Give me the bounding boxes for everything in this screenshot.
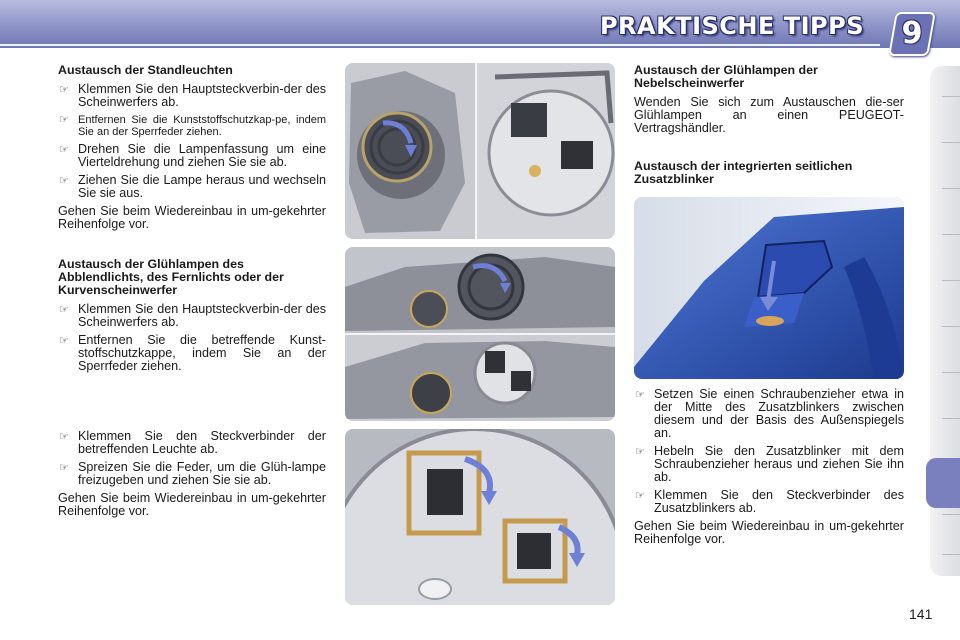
instruction-step: ☞ Klemmen Sie den Steckverbinder des Zusatzblinkers ab. xyxy=(635,488,904,515)
instruction-step: ☞ Klemmen Sie den Hauptsteckverbin-der des Scheinwerfers ab. xyxy=(59,82,326,109)
pointing-hand-icon: ☞ xyxy=(635,489,645,502)
dealer-note: Wenden Sie sich zum Austauschen die-ser Glühlampen an einen PEUGEOT-Vertragshändler. xyxy=(634,95,904,135)
pointing-hand-icon: ☞ xyxy=(59,174,69,187)
tab-divider xyxy=(942,188,960,189)
pointing-hand-icon: ☞ xyxy=(635,388,645,401)
section-heading: Austausch der Glühlampen des Abblendlichts, des Fernlichts oder der Kurvenscheinwerfer xyxy=(58,257,284,297)
tab-divider xyxy=(942,372,960,373)
instruction-step: ☞ Spreizen Sie die Feder, um die Glüh-lampe freizugeben und ziehen Sie sie ab. xyxy=(59,460,326,487)
headlamp-rear-illustration xyxy=(345,63,615,239)
tab-divider xyxy=(942,326,960,327)
tab-divider xyxy=(942,418,960,419)
pointing-hand-icon: ☞ xyxy=(59,303,69,316)
chapter-tab-active[interactable] xyxy=(926,458,960,508)
instruction-step: ☞ Hebeln Sie den Zusatzblinker mit dem Schraubenzieher heraus und ziehen Sie ihn ab. xyxy=(635,444,904,484)
tab-divider xyxy=(942,280,960,281)
right-text-column xyxy=(634,64,904,192)
instruction-step: ☞ Setzen Sie einen Schraubenzieher etwa in der Mitte des Zusatzblinkers zwischen diesem und der Basis des Außenspiegels an. xyxy=(635,387,904,440)
pointing-hand-icon: ☞ xyxy=(635,445,645,458)
bulb-spring-photo xyxy=(345,429,615,605)
page-number: 141 xyxy=(909,606,933,622)
section-heading: Austausch der Standleuchten xyxy=(58,63,233,77)
bulb-spring-illustration xyxy=(345,429,615,605)
reassembly-note: Gehen Sie beim Wiedereinbau in um-gekehrter Reihenfolge vor. xyxy=(634,519,904,546)
beam-caps-photo xyxy=(345,247,615,421)
tab-divider xyxy=(942,514,960,515)
instruction-step: ☞ Drehen Sie die Lampenfassung um eine Vierteldrehung und ziehen Sie sie ab. xyxy=(59,142,326,169)
reassembly-note: Gehen Sie beim Wiedereinbau in um-gekehrter Reihenfolge vor. xyxy=(58,491,326,518)
pointing-hand-icon: ☞ xyxy=(59,430,69,443)
left-text-column-lower xyxy=(58,430,326,521)
pointing-hand-icon: ☞ xyxy=(59,334,69,347)
headlamp-rear-photo xyxy=(345,63,615,239)
pointing-hand-icon: ☞ xyxy=(59,83,69,96)
left-text-column xyxy=(58,64,326,378)
section-heading: Austausch der Glühlampen der Nebelscheinwerfer xyxy=(634,63,818,90)
instruction-step: ☞ Entfernen Sie die betreffende Kunst-stoffschutzkappe, indem Sie an der Sperrfeder ziehen. xyxy=(59,333,326,373)
right-text-column-lower xyxy=(634,388,904,549)
beam-caps-illustration xyxy=(345,247,615,421)
tab-divider xyxy=(942,142,960,143)
pointing-hand-icon: ☞ xyxy=(59,461,69,474)
side-repeater-illustration xyxy=(634,197,904,379)
chapter-badge[interactable] xyxy=(888,12,936,56)
header-divider xyxy=(0,44,880,46)
side-repeater-photo xyxy=(634,197,904,379)
tab-divider xyxy=(942,234,960,235)
pointing-hand-icon: ☞ xyxy=(59,113,69,126)
section-heading: Austausch der integrierten seitlichen Zusatzblinker xyxy=(634,159,853,186)
pointing-hand-icon: ☞ xyxy=(59,143,69,156)
instruction-step: ☞ Klemmen Sie den Hauptsteckverbin-der des Scheinwerfers ab. xyxy=(59,302,326,329)
chapter-number: 9 xyxy=(901,16,923,51)
instruction-step: ☞ Klemmen Sie den Steckverbinder der betreffenden Leuchte ab. xyxy=(59,429,326,456)
tab-divider xyxy=(942,554,960,555)
instruction-step: ☞ Entfernen Sie die Kunststoffschutzkap-pe, indem Sie an der Sperrfeder ziehen. xyxy=(59,113,326,138)
tab-divider xyxy=(942,96,960,97)
page-title: PRAKTISCHE TIPPS xyxy=(599,12,864,40)
reassembly-note: Gehen Sie beim Wiedereinbau in um-gekehrter Reihenfolge vor. xyxy=(58,204,326,231)
instruction-step: ☞ Ziehen Sie die Lampe heraus und wechseln Sie sie aus. xyxy=(59,173,326,200)
